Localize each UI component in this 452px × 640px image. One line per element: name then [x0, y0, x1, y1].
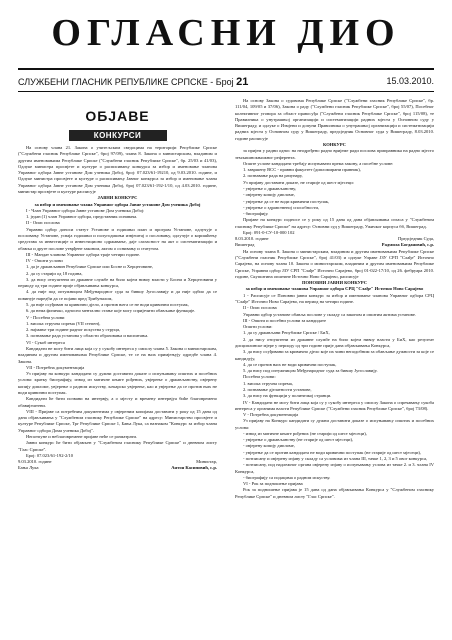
paragraph: - овјерену копију дипломе,	[243, 192, 295, 198]
issue-number: 21	[236, 76, 249, 88]
left-column	[18, 98, 217, 636]
paragraph: - биографију са подацима о радном искуству.	[243, 474, 331, 480]
signature-role: Министар,	[196, 459, 217, 465]
paragraph: Рок за подношење пријава је 15 дана од дана објављивања Конкурса у "Службеном гласнику Републике Српске" и дневном листу "Глас Српске".	[235, 487, 434, 499]
page-title: ОГЛАСНИ ДИО	[51, 12, 401, 54]
paragraph: 2. познавање дјелатности установе,	[243, 386, 312, 392]
paragraph: IV - Општи услови	[26, 258, 63, 264]
issue-header	[18, 76, 434, 88]
paragraph: Јавни конкурс ће бити објављен у "Службеном гласнику Републике Српске" и дневном листу "Глас Српске".	[18, 440, 217, 452]
paragraph: - увјерење да се не води кривични поступак,	[243, 198, 330, 204]
paragraph: Уз пријаву на Конкурс кандидати су дужни доставити доказе о испуњавању општих и посебних услова:	[235, 418, 434, 430]
paragraph: 3. да нису осуђивани за кривично дјело које их чини неподобним за обављање дужности за које се кандидују,	[235, 349, 434, 361]
paragraph: 6. да нема физичко, односно ментално стање које могу спријечити обављање функције.	[26, 308, 196, 314]
paragraph: На основу Закона о судовима Републике Српске ("Службени гласник Републике Српске", бр. 111/04, 109/05 и 37/06), Закона о раду ("Службени гласник Републике Српске", број 55/07), Посебног колективног уговора за област правосуђа ("Службени гласник Републике Српске", број 115/08), те Правилника о унутрашњој организацији и систематизацији радних мјеста у Основном суду у Вишеграду, и одлуке о Измјени и допуни Правилника о унутрашњој организацији и систематизацији радних мјеста у Основном суду у Вишеграду, предсједник Основног суда у Вишеграду, 8.03.2010. године расписује	[235, 98, 434, 141]
paragraph: IV - Кандидати не могу бити лица која су у сукобу интереса у смислу Закона о спречавању сукоба интереса у органима власти Републике Српске ("Службени гласник Републике Српске", број 73/08).	[235, 399, 434, 411]
paragraph: VI - Рок за подношење пријава	[243, 481, 303, 487]
paragraph: - увјерење о држављанству,	[243, 185, 297, 191]
paragraph: 1. висока стручна спрема (VII степен),	[26, 320, 101, 326]
paragraph: 1 - Расписује се Поновни јавни конкурс за избор и именовање чланова Управног одбора СРЦ "Слађе" Источно Ново Сарајево, на период на четири године.	[235, 292, 434, 304]
signature-place: Бања Лука	[18, 465, 39, 471]
paragraph: Кандидати ће бити позвани на интервју, а о мјесту и времену интервјуа биће благовремено обавијештени.	[18, 396, 217, 408]
paragraph: 4. да се против њих не води кривични поступак,	[243, 361, 337, 367]
paragraph: - увјерење о држављанству (не старије од шест мјесеци),	[243, 437, 354, 443]
paragraph: На основу члана 8. Закона о министарским, владиним и другим именовањима Републике Српске ("Службени гласник Републике Српске", број 41/03) и одлуке Управе ЈЗУ СРП "Слађе" Источно Сарајево, на основу члана 10. Закона о министарским, владиним и другим именовањима Републике Српске, Управни одбор ЈЗУ СРП "Слађе" Источно Сарајево, број 01-022-17/10, од 26. фебруара 2010. године, Скупштина општине Источно Ново Сарајево, расписује	[235, 248, 434, 279]
paragraph: Опште услове кандидати требају испуњавати према закону, а посебне услове:	[243, 160, 394, 166]
paragraph: На основу члана 21. Закона о учитељским сведоцима на територији Републике Српске ("Службени гласник Републике Српске", број 97/09), члана 8. Закона о министарским, владиним и другим именовањима Републике Српске ("Службени гласник Републике Српске", бр. 25/03 и 41/03), Одлуке министра просвјете и културе о расписивању конкурса за избор и именовање чланова Управног одбора Јавне установе Дом ученика Добој, број: 07.023/61-19210, од 9.03.2010. године, и Одлуке министра просвјете и културе о расписивању Јавног конкурса за избор и именовање члана Управног одбора Јавне установе Дом ученика Добој, број 07.023/61-192-1/10, од 4.03.2010. године, министар просвјете и културе расписује	[18, 145, 217, 194]
signature-name: Антон Касиповић, с.р.	[171, 465, 217, 471]
paragraph: - извод из матичне књиге рођених (не старији од шест мјесеци),	[243, 430, 367, 436]
paragraph: Кандидати не могу бити лица која су у сукобу интереса у смислу члана 5. Закона о министарским, владиним и другим именовањима Републике Српске, те се на њих примјењују одредбе члана 4. Закона.	[18, 346, 217, 364]
paragraph: 1. завршену ВСС - правни факултет (дипломирани правник),	[243, 167, 361, 173]
paragraph: - овјерену копију дипломе,	[243, 443, 295, 449]
paragraph: Општи услови:	[243, 324, 273, 330]
paragraph: - увјерење да се против кандидата не води кривични поступак (не старије од шест мјесеци),	[243, 449, 422, 455]
paragraph: 5. да нису под оптужницом Међународног суда за бившу Југославију.	[243, 368, 378, 374]
paragraph: 3. да нису отпуштени из државне службе на било којем нивоу власти у Босни и Херцеговини у периоду од три године прије објављивања конкурса,	[18, 276, 217, 289]
reference-number: Број: 091-0-СУ-10-000 102	[243, 229, 295, 235]
right-column	[235, 98, 434, 636]
paragraph: III - Општи и посебни услови за кандидате	[243, 317, 326, 323]
signature-name: Радмила Богдановић, с.р.	[381, 242, 434, 248]
paragraph: III - Мандат чланова Управног одбора траје четири године.	[26, 251, 141, 257]
paragraph: Уз пријаву доставити доказе, не старије од шест мјесеци:	[243, 179, 354, 185]
paragraph: Непотпуне и неблаговремене пријаве неће се разматрати.	[26, 433, 138, 439]
paragraph: Посебни услови:	[243, 374, 276, 380]
paragraph: 2. да су старији од 18 година,	[26, 270, 83, 276]
paragraph: Уз пријаву на конкурс кандидати су дужни доставити доказе о испуњавању општих и посебних услова: кратку биографију, извод из матичне књиге рођених, увјерење о држављанству, овјерену копију дипломе, увјерење о радном искуству, љекарско увјерење, као и увјерење да се против њих не води кривични поступак.	[18, 371, 217, 395]
paragraph: VIII - Пријаве са потребним документима у овјереним копијама доставити у року од 15 дана од дана објављивања у "Службеном гласнику Републике Српске" на адресу: Министарство просвјете и културе Републике Српске, Трг Републике Српске 1, Бања Лука, са назнаком "Конкурс за избор члана Управног одбора Дома ученика Добој".	[18, 408, 217, 433]
paragraph: I - Члан Управног одбора Јавне установе Дом ученика Добој:	[26, 207, 145, 213]
notice-heading: КОНКУРС	[323, 141, 346, 147]
paragraph: Пријаве на конкурс подносе се у року од 15 дана од дана објављивања огласа у "Службеном гласнику Републике Српске" на адресу: Основни суд у Вишеграду, Ужичког корпуса бб, Вишеград.	[235, 217, 434, 229]
issue-date: 15.03.2010.	[386, 76, 434, 86]
issue-publication	[18, 76, 248, 88]
paragraph: II - Опис послова	[243, 305, 277, 311]
reference-number: Број: 07.023/61-192-2/10	[26, 452, 74, 458]
paragraph: Управни одбор установе обавља послове у складу са законом и општим актима установе.	[243, 311, 417, 317]
paragraph: - увјерење о здравственој способности,	[243, 204, 320, 210]
paragraph: 4. да није под оптужницом Међународног суда за бившу Југославију и да није одбио да се повинује наредби да се појави пред Трибуналом,	[18, 289, 217, 301]
paragraph: V - Посебни услови	[26, 314, 65, 320]
signature-place: Вишеград	[235, 242, 255, 248]
signature-date: 9.03.2010. године	[18, 459, 52, 465]
paragraph: 3. да нису на функцији у политичкој странци.	[243, 393, 332, 399]
signature-line	[18, 465, 217, 471]
paragraph: 1. један (1) члан Управног одбора, представник оснивача.	[26, 214, 138, 220]
paragraph: за пријем у радни однос на неодређено радно вријеме ради послова приправника на радно мјесто земљишнокњижног референта.	[235, 148, 434, 160]
header-rule-bottom	[18, 91, 434, 92]
notice-subheading: за избор и именовање чланова Управног одбора СРЦ "Слађе" Источно Ново Сарајево	[245, 286, 424, 292]
paragraph: 1. да су држављани Републике Српске / БиХ,	[243, 330, 330, 336]
paragraph: 2. познавање рада на рачунару,	[243, 173, 303, 179]
paragraph: 1. висока стручна спрема,	[243, 380, 293, 386]
paragraph: - биографију.	[243, 211, 269, 217]
publication-name: СЛУЖБЕНИ ГЛАСНИК РЕПУБЛИКЕ СРПСКЕ - Број	[18, 77, 234, 87]
signature-date: 8.03.2010. године	[235, 236, 269, 242]
paragraph: 2. најмање три године радног искуства у струци,	[26, 327, 121, 333]
section-title: ОБЈАВЕ	[85, 108, 150, 124]
paragraph: VI - Сукоб интереса	[26, 339, 65, 345]
paragraph: Управни одбор доноси статут Установе и годишњи план и програм Установе, одлучује о пословању Установе, усваја годишњи и полугодишњи извјештај о пословању, одлучује о коришћењу средстава за инвестиције и инвестиционо одржавање, даје сагласност на акт о систематизацији и обавља и друге послове утврђене законом, актом о оснивању и статутом.	[18, 226, 217, 251]
paragraph: - потписану, под надлежног органа овјерену изјаву о испуњавању услова из тачке 2. и 3. члана IV Конкурса,	[235, 462, 434, 474]
signature-role: Предсједник Суда,	[398, 236, 434, 242]
paragraph: VII - Потребна документација	[26, 364, 85, 370]
header-rule-top	[18, 68, 434, 70]
paragraph: - потписану и овјерену изјаву у складу са условима из члана III, тачке 1, 2, 3 и 5 овог конкурса,	[243, 456, 428, 462]
paragraph: II - Опис послова	[26, 220, 60, 226]
paragraph: 1. да је држављанин Републике Српске или Босне и Херцеговине,	[26, 264, 154, 270]
paragraph: 3. познавање рада установа у области образовања и васпитања.	[26, 333, 149, 339]
section-banner: КОНКУРСИ	[69, 130, 167, 141]
notice-heading: ЈАВНИ КОНКУРС	[97, 195, 138, 201]
paragraph: 5. да није осуђиван за кривично дјело, а против њега се не води кривични поступак,	[26, 302, 189, 308]
paragraph: V - Потребна документација	[243, 412, 299, 418]
notice-subheading: за избор и именовање члана Управног одбора Јавне установе Дом ученика Добој	[34, 201, 201, 207]
paragraph: 2. да нису отпуштени из државне службе на било којем нивоу власти у БиХ, као резултат дисциплинске мјере у периоду од три године прије дана објављивања Конкурса,	[235, 336, 434, 348]
notice-heading: ПОНОВНИ ЈАВНИ КОНКУРС	[301, 280, 368, 286]
